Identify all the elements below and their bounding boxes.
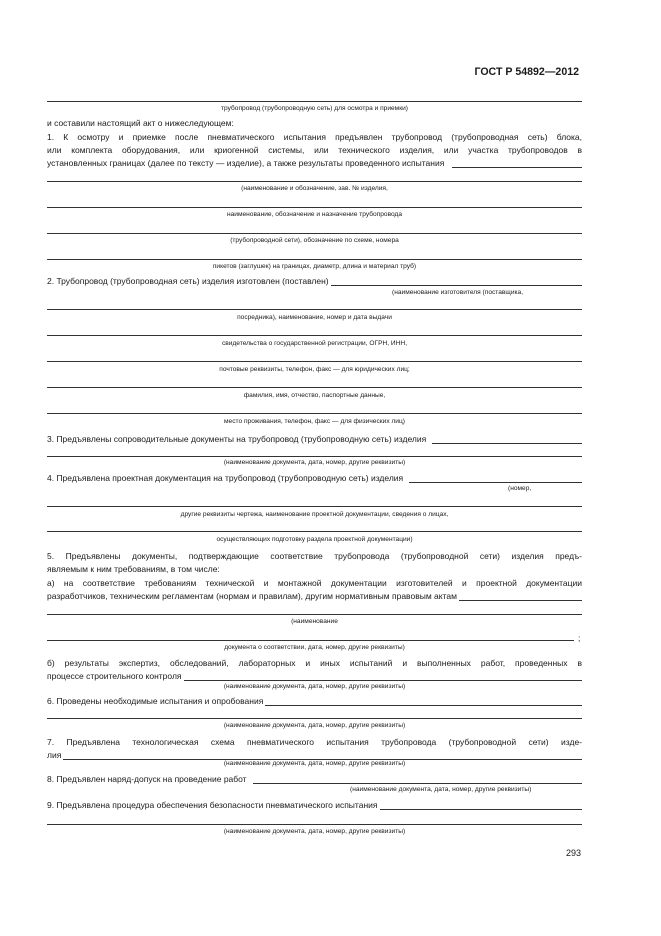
item-3-text: 3. Предъявлены сопроводительные документы на трубопровод (трубопроводную сеть) изделия	[47, 434, 427, 444]
blank-line	[47, 361, 582, 362]
item-1-text: или комплекта оборудования, или криогенной системы, или технического изделия, или участка трубопроводов в	[47, 145, 582, 155]
field-caption: (номер,	[508, 485, 532, 492]
field-caption: (наименование документа, дата, номер, другие реквизиты)	[223, 683, 406, 690]
blank-line	[331, 284, 582, 286]
blank-line	[459, 599, 582, 601]
field-caption: (наименование изготовителя (поставщика,	[392, 289, 524, 296]
item-5a-row	[47, 592, 582, 601]
item-6-text: 6. Проведены необходимые испытания и опробования	[47, 696, 264, 706]
page-number: 293	[566, 848, 582, 858]
item-9-row	[47, 801, 582, 810]
field-caption: осуществляющих подготовку раздела проектной документации)	[216, 536, 413, 543]
item-3-row	[47, 435, 582, 444]
field-caption: (наименование	[291, 618, 338, 625]
blank-line	[47, 387, 582, 388]
blank-line	[47, 531, 582, 532]
blank-line	[452, 166, 582, 168]
blank-line	[47, 413, 582, 414]
item-4-text: 4. Предъявлена проектная документация на трубопровод (трубопроводную сеть) изделия	[47, 473, 404, 483]
item-5b-text: б) результаты экспертиз, обследований, лабораторных и иных испытаний и выполненных работ, проведенных в	[47, 658, 582, 668]
blank-line	[47, 718, 582, 719]
item-2-text: 2. Трубопровод (трубопроводная сеть) изделия изготовлен (поставлен)	[47, 276, 329, 286]
blank-line	[47, 335, 582, 336]
field-caption: (наименование документа, дата, номер, другие реквизиты)	[223, 760, 406, 767]
blank-line	[47, 101, 582, 102]
field-caption: место проживания, телефон, факс — для физических лиц)	[224, 418, 405, 425]
field-caption: трубопровод (трубопроводную сеть) для осмотра и приемки)	[221, 105, 408, 112]
item-5b-text: процессе строительного контроля	[47, 671, 182, 681]
field-caption: (наименование документа, дата, номер, другие реквизиты)	[223, 459, 406, 466]
field-caption: пикетов (заглушек) на границах, диаметр, длина и материал труб)	[212, 263, 417, 270]
field-caption: свидетельства о государственной регистрации, ОГРН, ИНН,	[221, 340, 408, 347]
field-caption: наименование, обозначение и назначение трубопровода	[226, 211, 403, 218]
blank-line	[253, 782, 582, 784]
item-9-text: 9. Предъявлена процедура обеспечения безопасности пневматического испытания	[47, 800, 378, 810]
field-caption: (наименование документа, дата, номер, другие реквизиты)	[350, 786, 532, 793]
item-7-text: 7. Предъявлена технологическая схема пневматического испытания трубопровода (трубопроводной сети) изде-	[47, 737, 582, 747]
blank-line	[380, 808, 583, 810]
blank-line	[47, 181, 582, 182]
field-caption: другие реквизиты чертежа, наименование проектной документации, сведения о лицах,	[180, 511, 449, 518]
blank-line	[47, 259, 582, 260]
intro-text: и составили настоящий акт о нижеследующем:	[47, 118, 234, 128]
blank-line	[47, 614, 582, 615]
field-caption: документа о соответствии, дата, номер, другие реквизиты)	[224, 644, 405, 651]
blank-line	[265, 704, 582, 706]
blank-line	[47, 309, 582, 310]
item-5-text: являемым к ним требованиям, в том числе:	[47, 564, 220, 574]
item-5-text: 5. Предъявлены документы, подтверждающие соответствие трубопровода (трубопроводной сети) изделия предъ-	[47, 551, 582, 561]
blank-line	[47, 456, 582, 457]
blank-line	[184, 679, 582, 681]
blank-line	[409, 481, 582, 483]
item-4-row	[47, 474, 582, 483]
field-caption: посредника), наименование, номер и дата выдачи	[237, 314, 392, 321]
item-5a-text: разработчиков, техническим регламентам (нормам и правилам), другим нормативным правовым актам	[47, 591, 457, 601]
semicolon: ;	[578, 633, 581, 643]
item-1-text: установленных границах (далее по тексту — изделие), а также результаты проведенного испытания	[47, 158, 445, 168]
blank-line	[47, 640, 574, 641]
item-1-row	[47, 159, 582, 168]
blank-line	[47, 233, 582, 234]
standard-designation: ГОСТ Р 54892—2012	[474, 66, 579, 78]
item-1-text: 1. К осмотру и приемке после пневматического испытания предъявлен трубопровод (трубопроводная сеть) блока,	[47, 132, 582, 142]
blank-line	[432, 442, 582, 444]
blank-line	[47, 207, 582, 208]
item-6-row	[47, 697, 582, 706]
item-5b-row	[47, 672, 582, 681]
item-5a-text: а) на соответствие требованиям технической и монтажной документации изготовителей и проектной документации	[47, 578, 582, 588]
blank-line	[47, 824, 582, 825]
field-caption: (наименование документа, дата, номер, другие реквизиты)	[223, 828, 406, 835]
field-caption: почтовые реквизиты, телефон, факс — для юридических лиц;	[219, 366, 410, 373]
item-2-row	[47, 277, 582, 286]
item-7-row	[47, 751, 582, 760]
field-caption: (наименование документа, дата, номер, другие реквизиты)	[223, 722, 406, 729]
field-caption: фамилия, имя, отчество, паспортные данные,	[243, 392, 386, 399]
field-caption: (наименование и обозначение, зав. № изделия,	[241, 185, 388, 192]
item-8-row	[47, 775, 582, 784]
item-8-text: 8. Предъявлен наряд-допуск на проведение работ	[47, 774, 247, 784]
blank-line	[47, 506, 582, 507]
field-caption: (трубопроводной сети), обозначение по схеме, номера	[230, 237, 399, 244]
item-7-text: лия	[47, 750, 62, 760]
